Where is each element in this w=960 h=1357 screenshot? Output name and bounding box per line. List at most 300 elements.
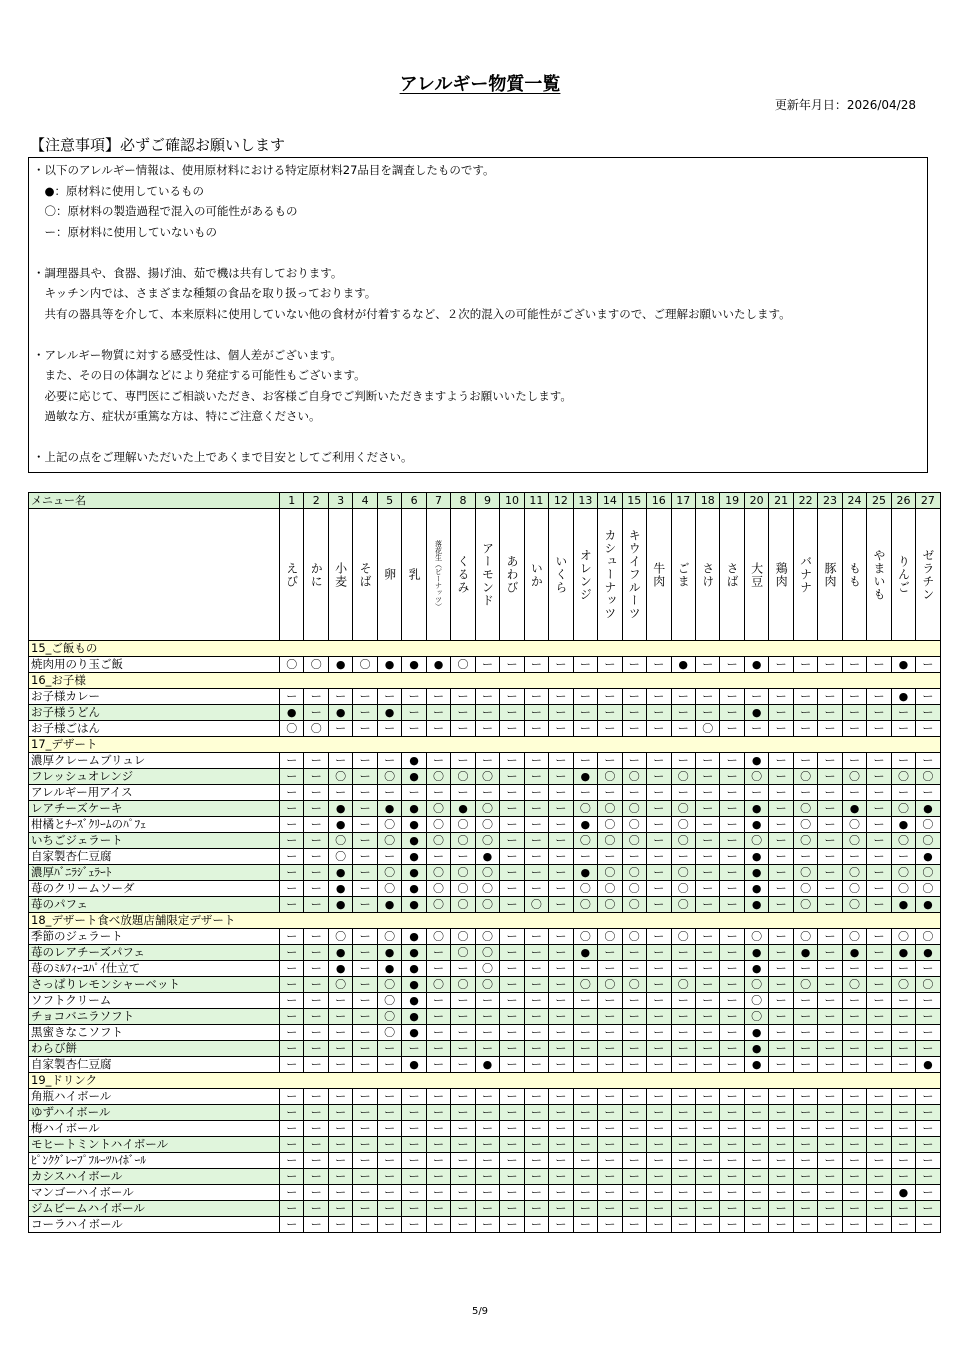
none-mark: ー [720,785,744,801]
none-mark: ー [818,1153,842,1169]
none-mark: ー [353,945,377,961]
none-mark: ー [622,1025,646,1041]
none-mark: ー [304,833,328,849]
menu-item-name: お子様カレー [29,689,280,705]
none-mark: ー [280,817,304,833]
none-mark: ー [891,849,915,865]
none-mark: ー [647,1217,671,1233]
table-row [29,657,941,673]
none-mark: ー [304,1089,328,1105]
none-mark: ー [671,1089,695,1105]
none-mark: ー [622,1041,646,1057]
none-mark: ー [500,1169,524,1185]
allergen-number: 16 [647,493,671,509]
allergen-number: 5 [377,493,401,509]
none-mark: ー [867,753,891,769]
possible-mark: 〇 [842,769,866,785]
possible-mark: 〇 [573,801,597,817]
table-row [29,1217,941,1233]
none-mark: ー [451,721,475,737]
allergen-name: 卵 [382,568,397,581]
none-mark: ー [720,897,744,913]
none-mark: ー [671,1057,695,1073]
none-mark: ー [842,849,866,865]
none-mark: ー [695,1201,719,1217]
table-row [29,785,941,801]
contains-mark: ● [402,977,426,993]
none-mark: ー [891,1057,915,1073]
allergen-number: 2 [304,493,328,509]
none-mark: ー [353,1025,377,1041]
table-row [29,1025,941,1041]
table-row [29,721,941,737]
menu-item-name: お子様うどん [29,705,280,721]
none-mark: ー [720,1185,744,1201]
allergen-name-header [426,509,450,641]
allergen-number: 1 [280,493,304,509]
menu-item-name: アレルギー用アイス [29,785,280,801]
notice-line: 〇：原材料の製造過程で混入の可能性があるもの [33,204,298,218]
none-mark: ー [818,1105,842,1121]
menu-item-name: 苺のレアチーズパフェ [29,945,280,961]
none-mark: ー [818,929,842,945]
none-mark: ー [598,1089,622,1105]
menu-item-name: 黒蜜きなこソフト [29,1025,280,1041]
possible-mark: 〇 [622,817,646,833]
allergen-name-header [744,509,768,641]
none-mark: ー [622,1137,646,1153]
possible-mark: 〇 [475,881,499,897]
allergen-number: 11 [524,493,548,509]
notice-line: 共有の器具等を介して、本来原料に使用していない他の食材が付着するなど、２次的混入の可能性がございますので、ご理解お願いいたします。 [33,306,791,321]
none-mark: ー [353,1105,377,1121]
allergen-name-header [916,509,940,641]
none-mark: ー [426,1153,450,1169]
none-mark: ー [622,1201,646,1217]
none-mark: ー [867,945,891,961]
none-mark: ー [867,1057,891,1073]
none-mark: ー [769,1025,793,1041]
allergen-name: くるみ [456,555,471,594]
none-mark: ー [769,1217,793,1233]
none-mark: ー [647,705,671,721]
none-mark: ー [744,1201,768,1217]
allergen-name-header [842,509,866,641]
none-mark: ー [573,753,597,769]
updated-date: 更新年月日：2026/04/28 [774,98,916,112]
notice-line [33,324,923,345]
none-mark: ー [720,817,744,833]
none-mark: ー [867,993,891,1009]
menu-item-name: 季節のジェラート [29,929,280,945]
none-mark: ー [647,1153,671,1169]
none-mark: ー [842,1009,866,1025]
none-mark: ー [549,929,573,945]
none-mark: ー [695,1041,719,1057]
none-mark: ー [769,1057,793,1073]
none-mark: ー [867,705,891,721]
none-mark: ー [647,1185,671,1201]
none-mark: ー [524,705,548,721]
none-mark: ー [549,801,573,817]
none-mark: ー [891,1105,915,1121]
none-mark: ー [549,1025,573,1041]
contains-mark: ● [842,945,866,961]
none-mark: ー [867,801,891,817]
possible-mark: 〇 [891,881,915,897]
none-mark: ー [573,1217,597,1233]
possible-mark: 〇 [475,801,499,817]
none-mark: ー [793,1009,817,1025]
none-mark: ー [549,833,573,849]
none-mark: ー [402,1089,426,1105]
none-mark: ー [573,657,597,673]
none-mark: ー [744,1217,768,1233]
allergen-table [28,492,941,1233]
none-mark: ー [328,1185,352,1201]
allergen-name: 豚肉 [823,561,838,588]
none-mark: ー [916,1201,940,1217]
menu-item-name: お子様ごはん [29,721,280,737]
none-mark: ー [647,785,671,801]
allergen-name: やまいも [871,548,886,601]
none-mark: ー [622,1169,646,1185]
none-mark: ー [500,1185,524,1201]
none-mark: ー [671,1121,695,1137]
none-mark: ー [549,881,573,897]
none-mark: ー [426,1025,450,1041]
none-mark: ー [353,1009,377,1025]
none-mark: ー [867,1105,891,1121]
none-mark: ー [598,753,622,769]
none-mark: ー [818,865,842,881]
contains-mark: ● [402,1057,426,1073]
none-mark: ー [793,1217,817,1233]
none-mark: ー [573,1089,597,1105]
none-mark: ー [377,1137,401,1153]
contains-mark: ● [891,817,915,833]
notice-line: ・以下のアレルギー情報は、使用原材料における特定原材料27品目を調査したものです。 [33,163,495,177]
none-mark: ー [867,1169,891,1185]
none-mark: ー [426,1201,450,1217]
none-mark: ー [377,1121,401,1137]
none-mark: ー [818,833,842,849]
none-mark: ー [622,1153,646,1169]
none-mark: ー [304,945,328,961]
none-mark: ー [695,929,719,945]
contains-mark: ● [402,817,426,833]
none-mark: ー [720,1009,744,1025]
none-mark: ー [720,1169,744,1185]
possible-mark: 〇 [671,897,695,913]
none-mark: ー [304,705,328,721]
none-mark: ー [671,689,695,705]
none-mark: ー [818,1089,842,1105]
none-mark: ー [573,705,597,721]
none-mark: ー [695,769,719,785]
contains-mark: ● [744,1057,768,1073]
none-mark: ー [891,1137,915,1153]
none-mark: ー [353,1057,377,1073]
none-mark: ー [867,1089,891,1105]
none-mark: ー [304,785,328,801]
none-mark: ー [598,705,622,721]
none-mark: ー [818,881,842,897]
menu-item-name: カシスハイボール [29,1169,280,1185]
none-mark: ー [867,769,891,785]
none-mark: ー [695,1217,719,1233]
contains-mark: ● [891,657,915,673]
none-mark: ー [793,1201,817,1217]
menu-item-name: チョコバニラソフト [29,1009,280,1025]
contains-mark: ● [377,897,401,913]
none-mark: ー [818,801,842,817]
table-row [29,1009,941,1025]
none-mark: ー [720,1121,744,1137]
none-mark: ー [304,1025,328,1041]
none-mark: ー [818,689,842,705]
notice-heading: 【注意事項】必ずご確認お願いします [30,136,286,154]
menu-item-name: 濃厚クレームブリュレ [29,753,280,769]
contains-mark: ● [328,945,352,961]
none-mark: ー [818,1217,842,1233]
contains-mark: ● [328,865,352,881]
none-mark: ー [328,785,352,801]
allergen-name-header [475,509,499,641]
contains-mark: ● [475,1057,499,1073]
allergen-name-header [891,509,915,641]
none-mark: ー [524,721,548,737]
none-mark: ー [695,1153,719,1169]
none-mark: ー [377,785,401,801]
contains-mark: ● [402,1025,426,1041]
none-mark: ー [549,849,573,865]
table-row [29,753,941,769]
none-mark: ー [744,1105,768,1121]
none-mark: ー [549,753,573,769]
none-mark: ー [818,721,842,737]
allergen-name: 落花生（ピーナッツ） [434,539,443,610]
possible-mark: 〇 [916,977,940,993]
none-mark: ー [647,753,671,769]
none-mark: ー [622,945,646,961]
contains-mark: ● [891,945,915,961]
none-mark: ー [280,929,304,945]
none-mark: ー [500,1137,524,1153]
possible-mark: 〇 [475,897,499,913]
none-mark: ー [304,1105,328,1121]
possible-mark: 〇 [598,865,622,881]
notice-line: ・アレルギー物質に対する感受性は、個人差がございます。 [33,347,342,362]
none-mark: ー [280,689,304,705]
none-mark: ー [304,753,328,769]
possible-mark: 〇 [622,929,646,945]
possible-mark: 〇 [622,897,646,913]
none-mark: ー [891,1041,915,1057]
allergen-name: 乳 [407,568,422,581]
none-mark: ー [891,993,915,1009]
menu-item-name: コーラハイボール [29,1217,280,1233]
contains-mark: ● [744,1025,768,1041]
none-mark: ー [867,865,891,881]
contains-mark: ● [377,945,401,961]
none-mark: ー [304,801,328,817]
none-mark: ー [353,785,377,801]
none-mark: ー [524,817,548,833]
none-mark: ー [622,961,646,977]
none-mark: ー [671,1025,695,1041]
none-mark: ー [793,1121,817,1137]
none-mark: ー [769,881,793,897]
contains-mark: ● [891,897,915,913]
menu-item-name: ジムビームハイボール [29,1201,280,1217]
none-mark: ー [426,689,450,705]
none-mark: ー [500,945,524,961]
none-mark: ー [451,1025,475,1041]
none-mark: ー [280,865,304,881]
none-mark: ー [598,993,622,1009]
none-mark: ー [524,865,548,881]
allergen-name-header [622,509,646,641]
none-mark: ー [377,1057,401,1073]
none-mark: ー [720,929,744,945]
none-mark: ー [695,1105,719,1121]
none-mark: ー [573,1201,597,1217]
contains-mark: ● [744,801,768,817]
none-mark: ー [769,721,793,737]
none-mark: ー [353,1089,377,1105]
possible-mark: 〇 [377,817,401,833]
possible-mark: 〇 [891,865,915,881]
none-mark: ー [622,849,646,865]
none-mark: ー [891,1169,915,1185]
possible-mark: 〇 [744,977,768,993]
possible-mark: 〇 [622,801,646,817]
none-mark: ー [500,881,524,897]
none-mark: ー [524,689,548,705]
none-mark: ー [842,961,866,977]
menu-item-name: いちごジェラート [29,833,280,849]
none-mark: ー [549,961,573,977]
none-mark: ー [402,1041,426,1057]
allergen-name: りんご [896,555,911,594]
none-mark: ー [891,753,915,769]
none-mark: ー [720,977,744,993]
none-mark: ー [280,753,304,769]
possible-mark: 〇 [377,881,401,897]
menu-item-name: 柑橘とﾁｰｽﾞｸﾘｰﾑのﾊﾟﾌｪ [29,817,280,833]
possible-mark: 〇 [842,977,866,993]
possible-mark: 〇 [671,817,695,833]
table-row [29,769,941,785]
allergen-name: 小麦 [333,561,348,588]
none-mark: ー [328,1121,352,1137]
possible-mark: 〇 [377,1025,401,1041]
none-mark: ー [598,961,622,977]
possible-mark: 〇 [598,801,622,817]
allergen-name-header [573,509,597,641]
none-mark: ー [426,1121,450,1137]
none-mark: ー [451,1185,475,1201]
none-mark: ー [818,769,842,785]
possible-mark: 〇 [426,897,450,913]
none-mark: ー [695,705,719,721]
category-row [29,673,941,689]
none-mark: ー [426,705,450,721]
none-mark: ー [451,1105,475,1121]
none-mark: ー [500,657,524,673]
none-mark: ー [671,1105,695,1121]
allergen-number: 3 [328,493,352,509]
table-row [29,1201,941,1217]
possible-mark: 〇 [622,833,646,849]
none-mark: ー [818,897,842,913]
contains-mark: ● [377,801,401,817]
none-mark: ー [549,689,573,705]
allergen-name: 大豆 [749,561,764,588]
none-mark: ー [573,1121,597,1137]
none-mark: ー [280,849,304,865]
possible-mark: 〇 [598,817,622,833]
none-mark: ー [328,689,352,705]
none-mark: ー [671,753,695,769]
none-mark: ー [549,1057,573,1073]
possible-mark: 〇 [451,945,475,961]
none-mark: ー [867,929,891,945]
none-mark: ー [280,881,304,897]
allergen-number: 21 [769,493,793,509]
menu-item-name: ゆずハイボール [29,1105,280,1121]
possible-mark: 〇 [426,881,450,897]
possible-mark: 〇 [328,849,352,865]
possible-mark: 〇 [451,769,475,785]
contains-mark: ● [280,705,304,721]
allergen-number: 20 [744,493,768,509]
allergen-name: あわび [504,555,519,594]
none-mark: ー [671,945,695,961]
allergen-name-header [867,509,891,641]
none-mark: ー [573,689,597,705]
none-mark: ー [793,1041,817,1057]
none-mark: ー [280,1025,304,1041]
allergen-name: もも [847,561,862,588]
contains-mark: ● [744,705,768,721]
none-mark: ー [549,1201,573,1217]
none-mark: ー [818,849,842,865]
none-mark: ー [451,785,475,801]
none-mark: ー [647,1169,671,1185]
none-mark: ー [695,1169,719,1185]
none-mark: ー [500,801,524,817]
none-mark: ー [451,1009,475,1025]
none-mark: ー [304,881,328,897]
none-mark: ー [328,1105,352,1121]
allergen-name: いくら [553,555,568,594]
none-mark: ー [328,1089,352,1105]
none-mark: ー [280,1089,304,1105]
possible-mark: 〇 [426,865,450,881]
none-mark: ー [280,945,304,961]
none-mark: ー [500,1217,524,1233]
possible-mark: 〇 [426,977,450,993]
none-mark: ー [524,1041,548,1057]
none-mark: ー [475,785,499,801]
none-mark: ー [720,1089,744,1105]
none-mark: ー [891,721,915,737]
menu-item-name: レアチーズケーキ [29,801,280,817]
possible-mark: 〇 [280,657,304,673]
possible-mark: 〇 [328,929,352,945]
